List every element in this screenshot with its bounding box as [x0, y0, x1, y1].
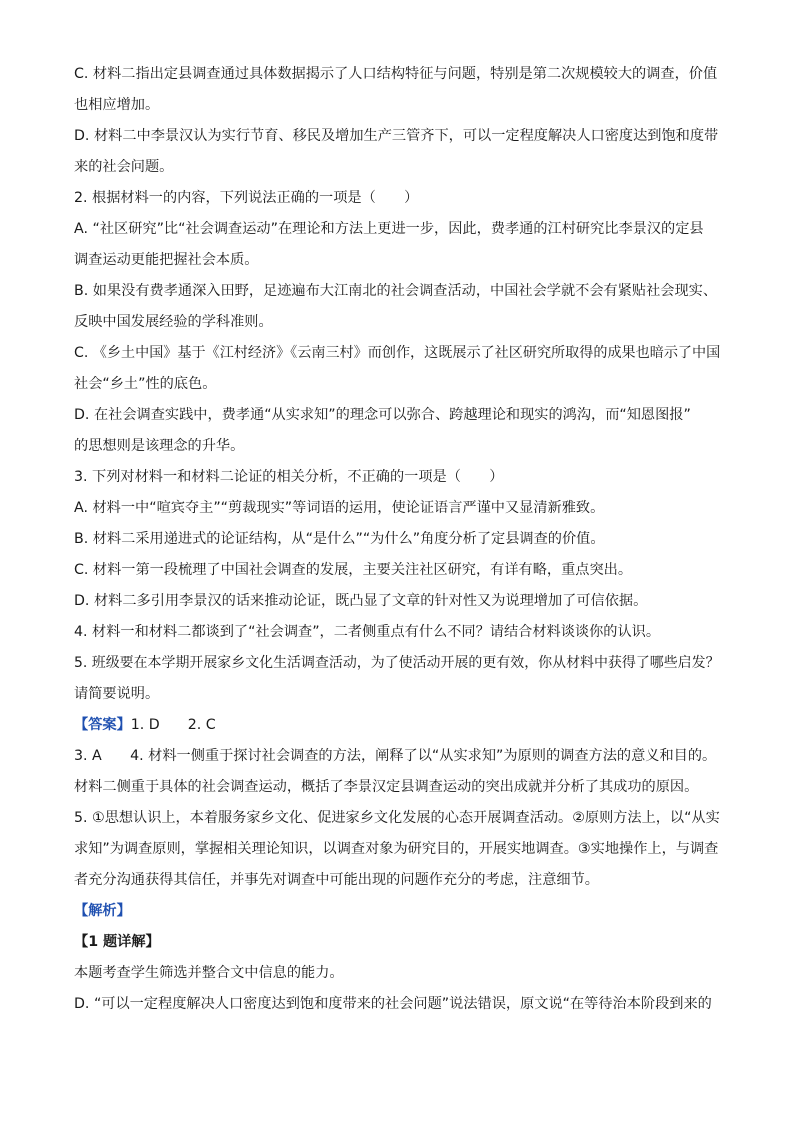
text-line: D. 材料二中李景汉认为实行节育、移民及增加生产三管齐下，可以一定程度解决人口密度达到饱和度带 [74, 128, 719, 144]
text-line: 的思想则是该理念的升华。 [74, 438, 245, 454]
answer-1: 1. D [130, 717, 160, 733]
text-line: B. 如果没有费孝通深入田野，足迹遍布大江南北的社会调查活动，中国社会学就不会有紧贴社会现实、 [74, 283, 718, 299]
analysis-line: 本题考查学生筛选并整合文中信息的能力。 [74, 965, 344, 981]
text-line: B. 材料二采用递进式的论证结构，从“是什么”“为什么”角度分析了定县调查的价值。 [74, 531, 605, 547]
answer-line: 者充分沟通获得其信任，并事先对调查中可能出现的问题作充分的考虑，注意细节。 [74, 872, 599, 888]
analysis-tag: 【解析】 [74, 903, 131, 919]
question-2: 2. 根据材料一的内容，下列说法正确的一项是（ ） [74, 190, 419, 206]
text-line: C. 材料一第一段梳理了中国社会调查的发展，主要关注社区研究，有详有略，重点突出。 [74, 562, 633, 578]
text-line: 也相应增加。 [74, 97, 160, 113]
answer-tag: 【答案】 [74, 717, 131, 733]
question-4: 4. 材料一和材料二都谈到了“社会调查”，二者侧重点有什么不同？请结合材料谈谈你的认识。 [74, 624, 661, 640]
answer-2: 2. C [187, 717, 216, 733]
text-line: D. 材料二多引用李景汉的话来推动论证，既凸显了文章的针对性又为说理增加了可信依据。 [74, 593, 648, 609]
answer-row [74, 715, 216, 735]
text-line: 社会“乡土”性的底色。 [74, 376, 217, 392]
text-line: 反映中国发展经验的学科准则。 [74, 314, 273, 330]
text-line: D. 在社会调查实践中，费孝通“从实求知”的理念可以弥合、跨越理论和现实的鸿沟，而“知恩图报” [74, 407, 691, 423]
question-3: 3. 下列对材料一和材料二论证的相关分析，不正确的一项是（ ） [74, 469, 504, 485]
answer-line: 求知”为调查原则，掌握相关理论知识，以调查对象为研究目的，开展实地调查。③实地操作上，与调查 [74, 841, 719, 857]
text-line: A. 材料一中“喧宾夺主”“剪裁现实”等词语的运用，使论证语言严谨中又显清新雅致。 [74, 500, 605, 516]
text-line: 调查运动更能把握社会本质。 [74, 252, 259, 268]
text-line: A. “社区研究”比“社会调查运动”在理论和方法上更进一步，因此，费孝通的江村研究比李景汉的定县 [74, 221, 704, 237]
text-line: 来的社会问题。 [74, 159, 174, 175]
text-line: C. 《乡土中国》基于《江村经济》《云南三村》而创作，这既展示了社区研究所取得的成果也暗示了中国 [74, 345, 721, 361]
answer-line: 3. A 4. 材料一侧重于探讨社会调查的方法，阐释了以“从实求知”为原则的调查方法的意义和目的。 [74, 748, 717, 764]
text-line: 请简要说明。 [74, 686, 160, 702]
analysis-line: D. “可以一定程度解决人口密度达到饱和度带来的社会问题”说法错误，原文说“在等待治本阶段到来的 [74, 996, 712, 1012]
answer-line: 5. ①思想认识上，本着服务家乡文化、促进家乡文化发展的心态开展调查活动。②原则方法上，以“从实 [74, 810, 720, 826]
question-5: 5. 班级要在本学期开展家乡文化生活调查活动，为了使活动开展的更有效，你从材料中获得了哪些启发？ [74, 655, 720, 671]
answer-line: 材料二侧重于具体的社会调查运动，概括了李景汉定县调查运动的突出成就并分析了其成功的原因。 [74, 779, 699, 795]
text-line: C. 材料二指出定县调查通过具体数据揭示了人口结构特征与问题，特别是第二次规模较大的调查，价值 [74, 66, 718, 82]
analysis-subheading: 【1 题详解】 [74, 934, 160, 950]
